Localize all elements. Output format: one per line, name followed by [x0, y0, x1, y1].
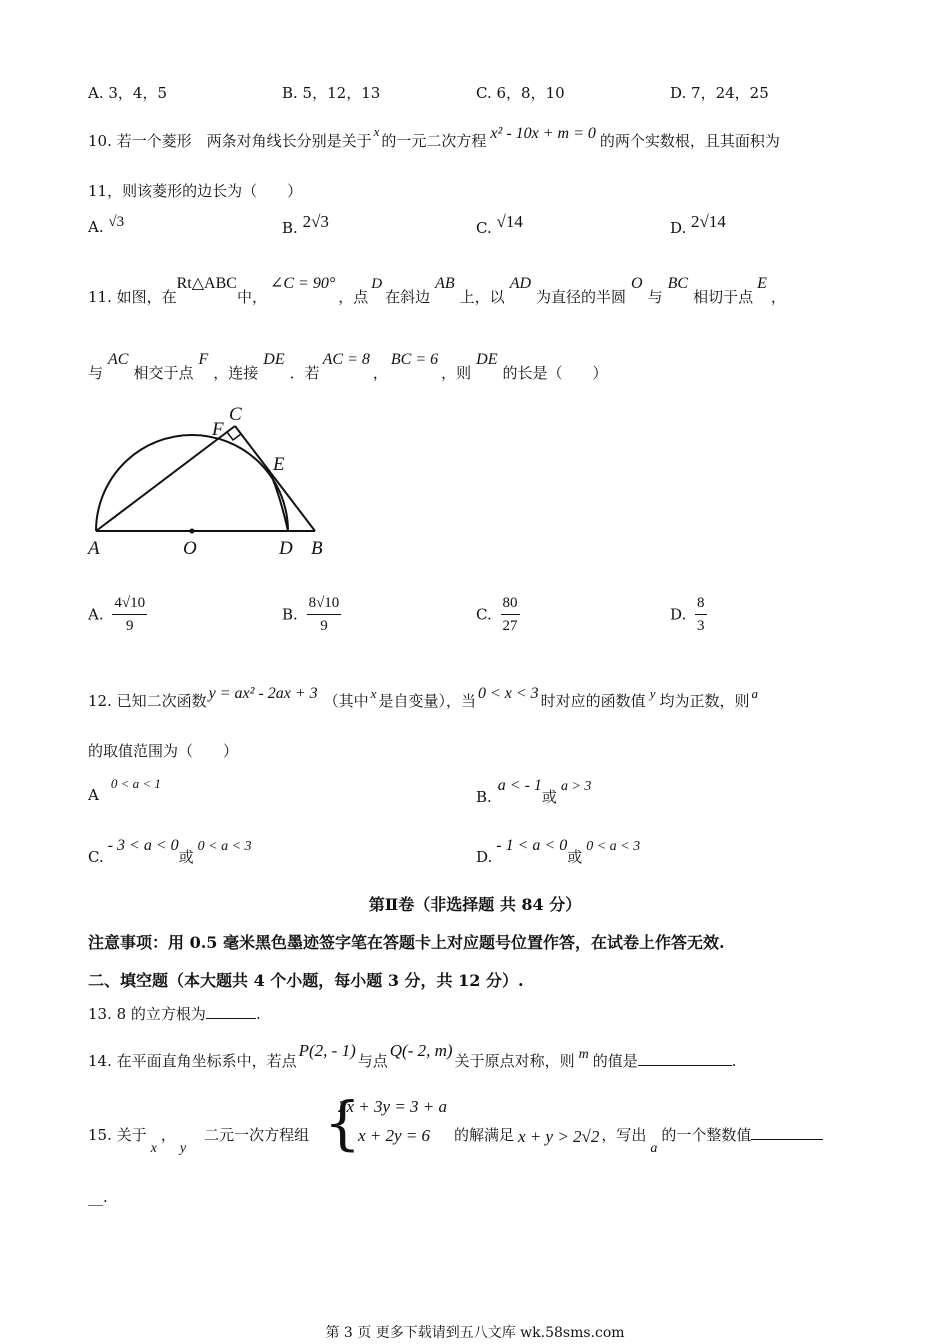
- denominator: 27: [502, 618, 518, 634]
- line-cb: [235, 426, 315, 531]
- q12-text: 12. 已知二次函数: [88, 692, 207, 710]
- q11-text: ，: [372, 364, 388, 382]
- q15-text: 15. 关于: [88, 1126, 147, 1144]
- q11-text: 相切于点: [693, 288, 754, 306]
- q10-text-3: 的两个实数根，且其面积为: [599, 132, 780, 150]
- numerator: 8: [695, 592, 707, 615]
- option-label: C.: [476, 219, 492, 237]
- q11-triangle: Rt△ABC: [176, 275, 237, 292]
- option-fraction: [112, 592, 147, 637]
- q11-figure: [80, 400, 340, 565]
- q10-text-1: 10. 若一个菱形 两条对角线长分别是关于: [88, 132, 372, 150]
- option-label: C.: [476, 605, 492, 624]
- q14-var-m: m: [578, 1047, 589, 1062]
- q9-option-c: C. 6，8，10: [476, 84, 565, 102]
- q14-answer-blank[interactable]: [638, 1051, 732, 1066]
- option-value: a > 3: [560, 779, 592, 794]
- q14: [88, 1041, 737, 1071]
- q11-stem-line-1: [88, 275, 786, 307]
- q11-f: F: [198, 351, 209, 368]
- option-label: D.: [670, 605, 687, 624]
- q14-point-p: P(2, - 1): [298, 1041, 356, 1060]
- option-or: 或: [541, 788, 557, 806]
- section-2-part-heading: 二、填空题（本大题共 4 个小题，每小题 3 分，共 12 分）.: [88, 971, 524, 990]
- option-or: 或: [178, 848, 194, 866]
- q12-var-a: a: [751, 686, 758, 701]
- q12-text: 是自变量），当: [378, 692, 476, 710]
- q11-text: ，点: [338, 288, 369, 306]
- option-label: D.: [670, 219, 687, 237]
- label-a: A: [88, 538, 100, 559]
- numerator: 80: [501, 592, 520, 615]
- option-value: a < - 1: [497, 777, 542, 794]
- right-angle-mark: [227, 432, 241, 440]
- q15-text: 的解满足: [454, 1126, 515, 1144]
- q11-option-d: [670, 592, 707, 637]
- option-label: A.: [88, 605, 104, 624]
- option-label: C.: [88, 848, 104, 866]
- option-label: D.: [476, 848, 493, 866]
- q11-text: ，则: [441, 364, 472, 382]
- q11-text: 为直径的半圆: [536, 288, 627, 306]
- option-label: B.: [282, 219, 298, 237]
- option-value: - 3 < a < 0: [107, 837, 179, 854]
- q9-option-b: B. 5，12，13: [282, 84, 381, 102]
- q12-option-c: [88, 837, 252, 867]
- q15-var-x: x: [150, 1141, 157, 1156]
- q11-text: 的长是（ ）: [502, 364, 608, 382]
- q14-text: 的值是: [592, 1052, 638, 1070]
- q11-ab: AB: [435, 275, 455, 292]
- q10-var-x: x: [373, 124, 380, 139]
- page-footer: 第 3 页 更多下载请到五八文库 wk.58sms.com: [325, 1325, 625, 1341]
- q14-text: 14. 在平面直角坐标系中，若点: [88, 1052, 297, 1070]
- option-label: B.: [282, 605, 298, 624]
- option-value: √3: [108, 214, 125, 230]
- q11-text: ．若: [289, 364, 320, 382]
- option-label: A.: [88, 218, 104, 236]
- q15-stem-start: [88, 1124, 310, 1156]
- label-d: D: [279, 538, 293, 559]
- q11-stem-line-2: [88, 351, 608, 383]
- option-value: 0 < a < 3: [586, 839, 641, 854]
- option-value: 2√3: [302, 212, 329, 231]
- q15-stem-end: [454, 1124, 823, 1156]
- q15-condition: x + y > 2√2: [518, 1127, 600, 1146]
- semicircle-arc: [96, 435, 288, 531]
- option-value: √14: [496, 212, 523, 231]
- label-o: O: [183, 538, 197, 559]
- q11-o: O: [631, 275, 643, 292]
- option-value: 0 < a < 1: [110, 776, 161, 791]
- q11-angle: ∠C = 90°: [269, 275, 336, 292]
- q15-var-a: a: [650, 1141, 658, 1156]
- denominator: 3: [697, 618, 705, 634]
- option-label: B.: [476, 788, 492, 806]
- option-or: 或: [567, 848, 583, 866]
- numerator: 4√10: [112, 592, 147, 615]
- q11-ad: AD: [509, 275, 532, 292]
- q15-text: 的一个整数值: [661, 1126, 752, 1144]
- q12-function: y = ax² - 2ax + 3: [208, 685, 318, 702]
- q11-text: 上，以: [459, 288, 505, 306]
- q11-text: 在斜边: [385, 288, 431, 306]
- q15-comma: ，: [160, 1126, 176, 1144]
- q11-option-a: [88, 592, 147, 637]
- q10-equation: x² - 10x + m = 0: [490, 125, 596, 142]
- q15-system-brace: {: [324, 1089, 361, 1157]
- q14-text: 关于原点对称，则: [454, 1052, 575, 1070]
- q10-text-2: 的一元二次方程: [381, 132, 487, 150]
- q11-ac: AC: [108, 351, 129, 368]
- q12-range: 0 < x < 3: [477, 685, 539, 702]
- denominator: 9: [126, 618, 134, 634]
- q11-bc: BC: [667, 275, 689, 292]
- label-f: F: [212, 419, 224, 440]
- q11-text: 中，: [236, 288, 267, 306]
- q14-end: .: [731, 1052, 737, 1070]
- option-fraction: [307, 592, 342, 637]
- q10-option-d: [670, 212, 726, 238]
- q14-text: 与点: [357, 1052, 388, 1070]
- q11-e: E: [757, 275, 767, 292]
- q11-de: DE: [476, 351, 498, 368]
- q13-text: 13. 8 的立方根为: [88, 1005, 206, 1023]
- option-value: - 1 < a < 0: [496, 837, 568, 854]
- q9-option-a: A. 3，4，5: [88, 84, 167, 102]
- q15-equation-1: 2x + 3y = 3 + a: [338, 1097, 448, 1116]
- q12-var-x: x: [370, 686, 377, 701]
- q11-text: ，连接: [213, 364, 259, 382]
- q15-var-y: y: [179, 1141, 187, 1156]
- q15-answer-blank[interactable]: [751, 1125, 823, 1140]
- q12-text: 时对应的函数值: [540, 692, 646, 710]
- q12-stem: [88, 685, 760, 711]
- q12-text: 均为正数，则: [659, 692, 750, 710]
- option-value: 2√14: [691, 212, 726, 231]
- label-e: E: [273, 454, 285, 475]
- q10-line-2: 11，则该菱形的边长为（ ）: [88, 182, 303, 200]
- q12-option-d: [476, 837, 641, 867]
- label-c: C: [229, 404, 242, 425]
- center-point-o: [190, 529, 195, 534]
- line-ac: [96, 426, 235, 531]
- q10-stem: [88, 124, 780, 151]
- q12-option-a: [88, 776, 161, 804]
- q10-option-a: [88, 214, 125, 237]
- q11-text: 与: [88, 364, 104, 382]
- q14-point-q: Q(- 2, m): [389, 1041, 453, 1060]
- q12-var-y: y: [649, 686, 656, 701]
- q12-line-2: 的取值范围为（ ）: [88, 742, 239, 760]
- q13-answer-blank[interactable]: [206, 1004, 256, 1019]
- q12-text: （其中: [323, 692, 369, 710]
- q11-text: 相交于点: [133, 364, 194, 382]
- q15-text: ，写出: [601, 1126, 647, 1144]
- q11-text: 11. 如图，在: [88, 288, 177, 306]
- q13: [88, 1003, 261, 1024]
- line-de: [269, 470, 288, 531]
- q11-option-c: [476, 592, 520, 637]
- q11-ac-value: AC = 8: [322, 351, 370, 368]
- q11-option-b: [282, 592, 341, 637]
- q12-option-b: [476, 777, 592, 807]
- label-b: B: [311, 538, 323, 559]
- q10-option-b: [282, 212, 329, 238]
- q13-end: .: [255, 1005, 261, 1023]
- q10-option-c: [476, 212, 523, 238]
- option-label: A: [88, 786, 99, 804]
- q9-option-d: D. 7，24，25: [670, 84, 769, 102]
- q15-equation-2: x + 2y = 6: [358, 1126, 431, 1145]
- q11-point-d: D: [371, 276, 383, 292]
- option-fraction: [695, 592, 707, 637]
- section-2-title: 第Ⅱ卷（非选择题 共 84 分）: [368, 895, 582, 914]
- q11-bc-value: BC = 6: [390, 351, 439, 368]
- q11-text: 与: [647, 288, 663, 306]
- numerator: 8√10: [307, 592, 342, 615]
- denominator: 9: [320, 618, 328, 634]
- section-2-notice: 注意事项：用 0.5 毫米黑色墨迹签字笔在答题卡上对应题号位置作答，在试卷上作答无效.: [88, 933, 725, 952]
- option-value: 0 < a < 3: [197, 839, 252, 854]
- q11-text: ，: [770, 288, 786, 306]
- option-fraction: [501, 592, 520, 637]
- q15-line-2: __.: [88, 1188, 108, 1206]
- q15-text: 二元一次方程组: [204, 1126, 310, 1144]
- q11-de: DE: [263, 351, 285, 368]
